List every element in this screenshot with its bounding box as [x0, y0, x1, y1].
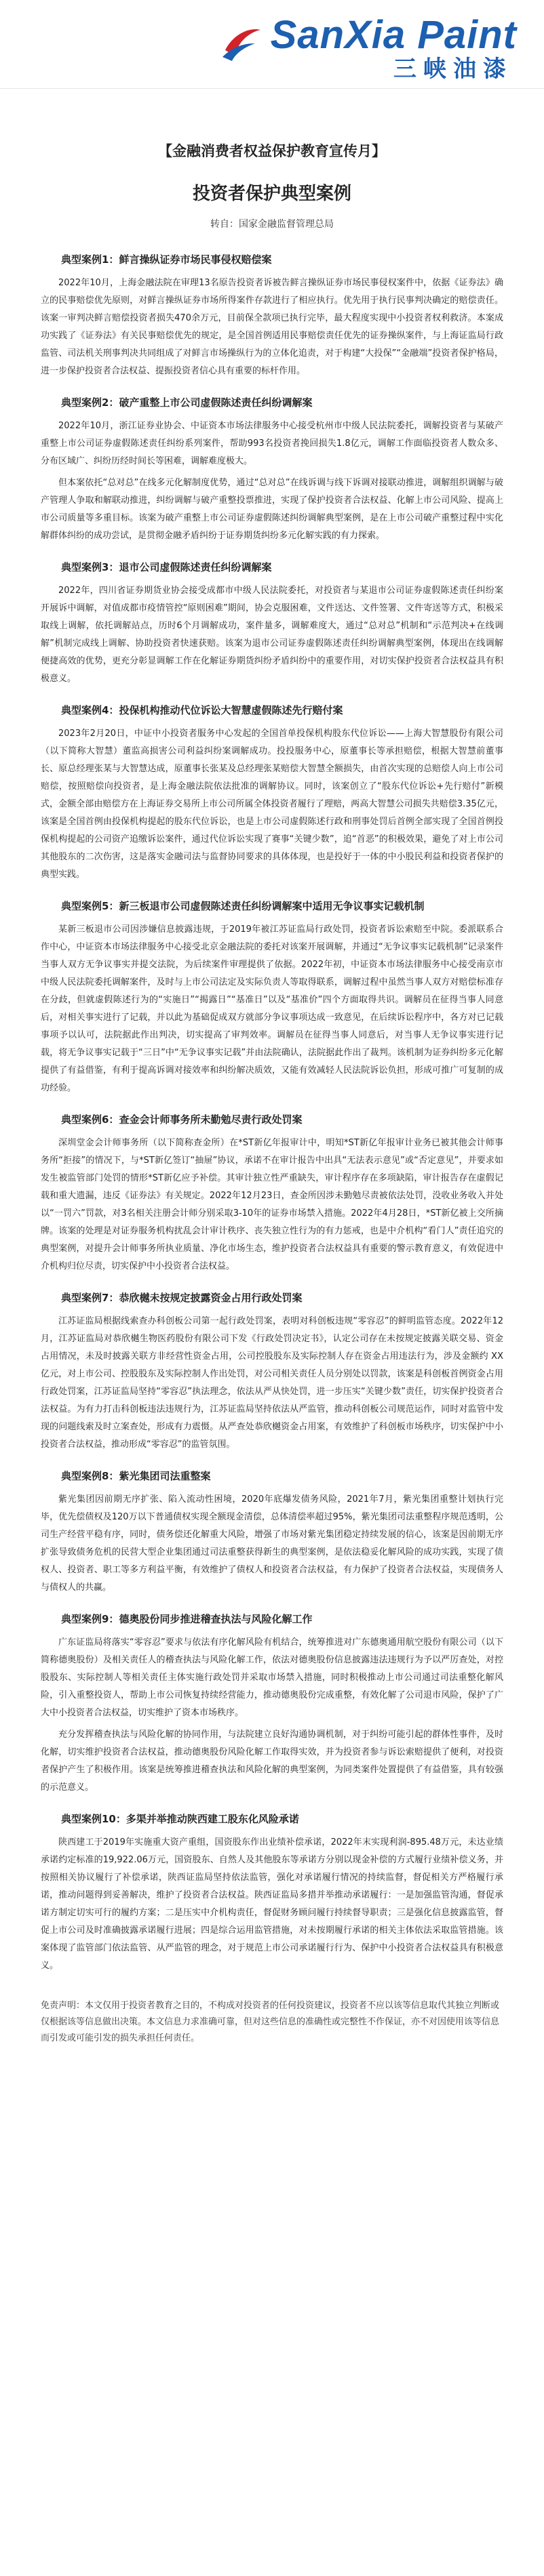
case-section [41, 1469, 503, 1597]
case-paragraph: 某新三板退市公司因涉嫌信息披露违规，于2019年被江苏证监局行政处罚，投资者诉讼索赔至中院。委派联系合作中心，中证资本市场法律服务中心接受北京金融法院的委托对该案开展调解，并通过“无争议事实记载机制”记录案件当事人双方无争议事实并提交法院，为后续案件审理提供了依据。2022年初，中证资本市场法律服务中心接受南京市中级人民法院委托调解案件，及时与上市公司法定及实际负责人等取得联系，调解过程中虽然当事人双方对赔偿标准存在分歧，但就虚假陈述行为的“实施日”“揭露日”“基准日”以及“基准价”四个方面取得共识。调解员在征得当事人同意后，对相关事实进行了记载，并以此为基础促成双方就部分争议事项达成一致意见，在后续诉讼程序中，各方对已记载事项予以认可，法院据此作出判决，切实提高了审判效率。调解员在征得当事人同意后，对当事人无争议事实进行记载，将无争议事实记载于“三日”中“无争议事实记载”并由法院确认，法院据此作出了裁判。该机制为证券纠纷多元化解提供了有益借鉴，有利于提高诉调对接效率和纠纷解决质效，又能有效减轻人民法院诉讼负担，形成可推广可复制的成功经验。 [41, 924, 503, 1093]
logo-text-cn: 三峡油漆 [393, 56, 513, 83]
case-paragraph: 广东证监局将落实“零容忍”要求与依法有序化解风险有机结合，统筹推进对广东德奥通用航空股份有限公司（以下简称德奥股份）及相关责任人的稽查执法与风险化解工作，依法对德奥股份信息披露违法违规行为予以严厉查处，对控股股东、实际控制人等相关责任主体实施行政处罚并采取市场禁入措施，同时积极推动上市公司通过司法重整化解风险，引入重整投资人，帮助上市公司恢复持续经营能力，推动德奥股份完成重整，有效化解了公司退市风险，保护了广大中小投资者合法权益，切实维护了资本市场秩序。 [41, 1637, 503, 1718]
case-section [41, 899, 503, 1097]
case-title: 典型案例9：德奥股份同步推进稽查执法与风险化解工作 [61, 1613, 313, 1625]
campaign-title: 【金融消费者权益保护教育宣传月】 [158, 143, 386, 159]
page-title: 投资者保护典型案例 [192, 184, 351, 204]
case-title: 典型案例3：退市公司虚假陈述责任纠纷调解案 [61, 561, 272, 573]
article-body [0, 89, 544, 2047]
case-title: 典型案例2：破产重整上市公司虚假陈述责任纠纷调解案 [61, 396, 313, 409]
case-section [41, 252, 503, 380]
case-section [41, 1290, 503, 1454]
case-paragraph: 但本案依托“总对总”在线多元化解制度优势，通过“总对总”在线诉调与线下诉调对接联动推进，调解组织调解与破产管理人争取和解联动推进，纠纷调解与破产重整投票推进，实现了保护投资者合法权益、化解上市公司风险、提高上市公司质量等多重目标。该案为破产重整上市公司证券虚假陈述纠纷调解典型案例，是在上市公司破产重整过程中实化解群体纠纷的成功尝试，是贯彻金融矛盾纠纷于证券期货纠纷多元化解实践的有力探索。 [41, 478, 503, 541]
case-title: 典型案例6：查金会计师事务所未勤勉尽责行政处罚案 [61, 1113, 303, 1126]
case-paragraph: 江苏证监局根据线索查办科创板公司第一起行政处罚案，表明对科创板违规“零容忍”的鲜明监管态度。2022年12月，江苏证监局对恭欣樾生物医药股份有限公司下发《行政处罚决定书》，认定公司存在未按规定披露关联交易、资金占用情况，未及时披露关联方非经营性资金占用，公司控股股东及实际控制人存在资金占用违法行为，涉及金额约 XX 亿元，对上市公司、控股股东及实际控制人作出处罚，对公司相关责任人员分别处以罚款，该案是科创板首例资金占用行政处罚案，江苏证监局坚持“零容忍”执法理念，依法从严从快处罚，进一步压实“关键少数”责任，切实保护投资者合法权益。为有力打击科创板违法违规行为，江苏证监局坚持依法从严监管，推动科创板公司规范运作，同时对监管中发现的问题线索及时立案查处，形成有力震慑。从严查处恭欣樾资金占用案，有效维护了科创板市场秩序，切实保护中小投资者合法权益，推动形成“零容忍”的监管氛围。 [41, 1316, 503, 1450]
logo-swoosh-icon [220, 20, 263, 64]
case-title: 典型案例8：紫光集团司法重整案 [61, 1470, 211, 1482]
case-section [41, 1112, 503, 1275]
case-paragraph: 2022年10月，上海金融法院在审理13名原告投资者诉被告鲜言操纵证券市场民事侵权案件中，依据《证券法》确立的民事赔偿优先原则，对鲜言操纵证券市场所得案件存款进行了相应执行。优先用于执行民事判决确定的赔偿责任。该案一审判决鲜言赔偿投资者损失470余万元，目前保全款项已执行完毕，最大程度实现中小投资者权利救济。本案成功实践了《证券法》有关民事赔偿优先的规定，是全国首例适用民事赔偿责任优先的证券操纵案件，与上海证监局行政监管、司法机关刑事判决共同组成了对鲜言市场操纵行为的立体化追责，对于构建“大投保”“金融端”投资者保护格局，进一步保护投资者合法权益、提振投资者信心具有重要的标杆作用。 [41, 278, 503, 376]
case-title: 典型案例10：多渠并举推动陕西建工股东化风险承诺 [61, 1813, 299, 1825]
case-title: 典型案例4：投保机构推动代位诉讼大智慧虚假陈述先行赔付案 [61, 704, 343, 716]
case-paragraph: 2022年，四川省证券期货业协会接受成都市中级人民法院委托，对投资者与某退市公司证券虚假陈述责任纠纷案开展诉中调解，对值成都市疫情管控“原则困难”期间，协会克服困难，文件送达、文件签署、文件寄送等方式，积极采取线上调解，依托调解站点，历时6个月调解成功，案件量多，调解难度大，通过“总对总”机制和“示范判决+在线调解”机制完成线上调解、协助投资者快速获赔。该案为退市公司证券虚假陈述责任纠纷调解典型案例，体现出在线调解便捷高效的优势，更充分彰显调解工作在化解证券期货纠纷矛盾纠纷中的重要作用，对切实保护投资者合法权益具有积极意义。 [41, 586, 503, 684]
case-paragraph: 充分发挥稽查执法与风险化解的协同作用，与法院建立良好沟通协调机制，对于纠纷可能引起的群体性事件，及时化解，切实维护投资者合法权益，推动德奥股份风险化解工作取得实效，并为投资者参与诉讼索赔提供了便利，对投资者保护产生了积极作用。该案是统筹推进稽查执法和风险化解的典型案例，为同类案件处置提供了有益借鉴，具有较强的示范意义。 [41, 1730, 503, 1793]
case-paragraph: 2023年2月20日，中证中小投资者服务中心发起的全国首单投保机构股东代位诉讼——上海大智慧股份有限公司（以下简称大智慧）董监高损害公司利益纠纷案调解成功。投投服务中心，原董事长等承担赔偿，根据大智慧前董事长、原总经理张某与大智慧达成，原董事长张某及总经理张某赔偿大智慧全额损失，由首次实现的总赔偿人向上市公司赔偿，按照赔偿向投资者，是上海金融法院依法批准的调解协议。同时，该案创立了“股东代位诉讼+先行赔付”新模式，金额全部由赔偿方在上海证券交易所上市公司所属全体投资者履行了理赔，两高大智慧公司损失共赔偿3.35亿元，该案是全国首例由投保机构提起的股东代位诉讼，也是上市公司虚假陈述行政和刑事处罚后首例全部实现了全国首例投保机构提起的公司资产追缴诉讼案件，通过代位诉讼实现了赛事“关键少数”，追“首恶”的积极效果，避免了对上市公司其他股东的二次伤害，这是落实金融司法与监督协同要求的具体体现，也是投好于一体的中小股民利益和投资者保护的典型实践。 [41, 729, 503, 880]
case-section [41, 1612, 503, 1797]
case-paragraph: 2022年10月，浙江证券业协会、中证资本市场法律服务中心接受杭州市中级人民法院委托，调解投资者与某破产重整上市公司证券虚假陈述责任纠纷系列案件，帮助993名投资者挽回损失1.8亿元，调解工作面临投资者人数众多、分布区域广、纠纷历经时间长等困难，调解难度极大。 [41, 421, 503, 466]
case-paragraph: 深圳堂金会计师事务所（以下简称查金所）在*ST新亿年报审计中，明知*ST新亿年报审计业务已被其他会计师事务所“拒接”的情况下，与*ST新亿签订“抽屉”协议，承诺不在审计报告中出具“无法表示意见”或“否定意见”，并要求如发生被监管部门处罚的情形*ST新亿应予补偿。其审计独立性严重缺失，审计程序存在多项缺陷，审计报告存在虚假记载和重大遗漏，违反《证券法》有关规定。2022年12月23日，查金所因涉未勤勉尽责被依法处罚，没收业务收入并处以“一罚六”罚款，对3名相关注册会计师分别采取3-10年的证券市场禁入措施。2022年4月28日，*ST新亿被上交所摘牌。该案的处理是对证券服务机构扰乱会计审计秩序、丧失独立性行为的有力惩戒，也是中介机构“看门人”责任追究的典型案例，对提升会计师事务所执业质量、净化市场生态，维护投资者合法权益具有重要的警示教育意义，有效促进中介机构归位尽责，切实保护中小投资者合法权益。 [41, 1138, 503, 1271]
disclaimer: 免责声明：本文仅用于投资者教育之目的，不构成对投资者的任何投资建议，投资者不应以该等信息取代其独立判断或仅根据该等信息做出决策。本文信息力求准确可靠，但对这些信息的准确性或完整性不作保证，亦不对因使用该等信息而引发或可能引发的损失承担任何责任。 [41, 2001, 500, 2043]
case-section [41, 703, 503, 884]
case-title: 典型案例5：新三板退市公司虚假陈述责任纠纷调解案中适用无争议事实记载机制 [61, 900, 425, 912]
case-section [41, 560, 503, 688]
company-logo [225, 13, 517, 83]
case-paragraph: 紫光集团因前期无序扩张、陷入流动性困境，2020年底爆发债务风险，2021年7月，紫光集团重整计划执行完毕，优先偿债权及120万以下普通债权实现全额现金清偿，总体清偿率超过95%，紫光集团司法重整程序规范透明，公司生产经营平稳有序，同时，债务偿还化解重大风险，增强了市场对紫光集团稳定持续发展的信心，该案是因前期无序扩张导致债务危机的民营大型企业集团通过司法重整获得新生的典型案例，是依法稳妥化解风险的成功实践，实现了债权人、投资者、职工等多方利益平衡，有效维护了债权人和投资者合法权益，有力保护了投资者合法权益，实现债务人与债权人的共赢。 [41, 1494, 503, 1593]
logo-text-en: SanXia Paint [270, 13, 517, 57]
source-line: 转自：国家金融监督管理总局 [210, 219, 334, 230]
case-section [41, 395, 503, 545]
case-title: 典型案例1：鲜言操纵证券市场民事侵权赔偿案 [61, 253, 272, 266]
case-section [41, 1812, 503, 1975]
case-paragraph: 陕西建工于2019年实施重大资产重组，国资股东作出业绩补偿承诺，2022年末实现利润-895.48万元，未达业绩承诺约定标准的19,922.06万元，国资股东、自然人及其他股东等承诺方分别以现金补偿的方式履行业绩补偿义务，并按照相关协议履行了补偿承诺，陕西证监局坚持依法监管，强化对承诺履行情况的持续监督，督促相关方严格履行承诺，推动问题得到妥善解决，维护了投资者合法权益。陕西证监局多措并举推动承诺履行：一是加强监管沟通，督促承诺方制定切实可行的履约方案；二是压实中介机构责任，督促财务顾问履行持续督导职责；三是强化信息披露监管，督促上市公司及时准确披露承诺履行进展；四是综合运用监管措施，对未按期履行承诺的相关主体依法采取监管措施。该案体现了监管部门依法监管、从严监管的理念，对于规范上市公司承诺履行行为、保护中小投资者合法权益具有积极意义。 [41, 1837, 503, 1971]
page-header [0, 0, 544, 89]
case-title: 典型案例7：恭欣樾未按规定披露资金占用行政处罚案 [61, 1292, 303, 1304]
